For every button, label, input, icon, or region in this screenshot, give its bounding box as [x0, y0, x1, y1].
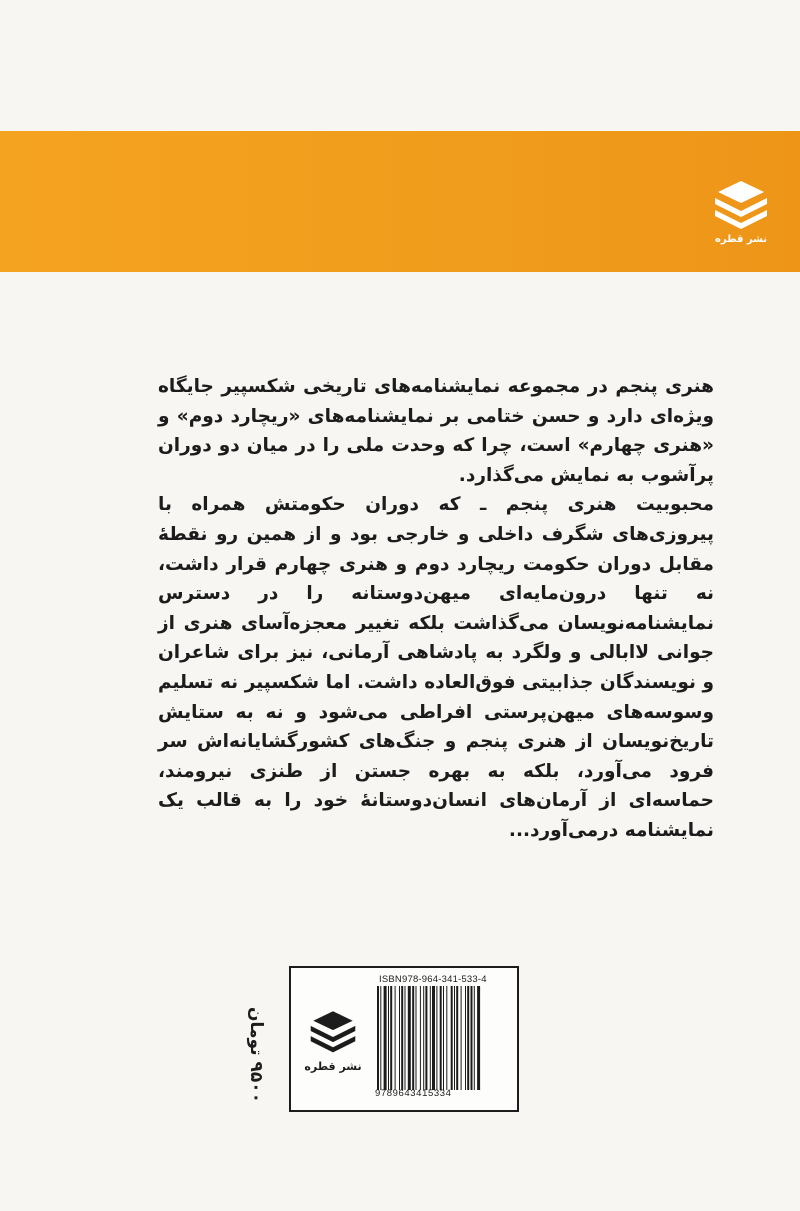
publisher-chevron-logo-icon: [303, 1008, 363, 1054]
back-cover-blurb: [158, 372, 714, 846]
isbn-label: ISBN978-964-341-533-4: [379, 974, 487, 985]
barcode-box: [289, 966, 519, 1112]
publisher-chevron-logo-icon: [706, 178, 776, 230]
publisher-logo-bottom: [303, 1008, 363, 1073]
price-text: ۹۵۰۰ تومان: [246, 1007, 266, 1103]
publisher-name-bottom: نشر قطره: [304, 1060, 362, 1073]
price-label: [244, 990, 268, 1120]
publisher-name-top: نشر قطره: [714, 234, 768, 245]
publisher-logo-top: [706, 178, 776, 245]
blurb-paragraph-2: محبوبیت هنری پنجم ـ که دوران حکومتش همراه با پیروزی‌های شگرف داخلی و خارجی بود و از همین رو نقطهٔ مقابل دوران حکومت ریچارد دوم و هنری چهارم قرار داشت، نه تنها درون‌مایه‌ای میهن‌دوستانه را در دسترس نمایشنامه‌نویسان می‌گذاشت بلکه تغییر معجزه‌آسای هنری از جوانی لاابالی و ولگرد به پادشاهی آرمانی، نیز برای شاعران و نویسندگان جذابیتی فوق‌العاده داشت. اما شکسپیر نه تسلیم وسوسه‌های میهن‌پرستی افراطی می‌شود و نه به ستایش تاریخ‌نویسان از هنری پنجم و جنگ‌های کشورگشایانه‌اش سر فرود می‌آورد، بلکه به بهره جستن از طنزی نیرومند، حماسه‌ای از آرمان‌های انسان‌دوستانهٔ خود را به قالب یک نمایشنامه درمی‌آورد...: [158, 494, 714, 841]
blurb-paragraph-1: هنری پنجم در مجموعه نمایشنامه‌های تاریخی شکسپیر جایگاه ویژه‌ای دارد و حسن ختامی بر نمایشنامه‌های «ریچارد دوم» و «هنری چهارم» است، چرا که وحدت ملی را در میان دو دوران پرآشوب به نمایش می‌گذارد.: [158, 376, 714, 486]
ean-digits: 9789643415334: [375, 1088, 452, 1099]
orange-band: [0, 131, 800, 272]
barcode-icon: [377, 986, 509, 1090]
